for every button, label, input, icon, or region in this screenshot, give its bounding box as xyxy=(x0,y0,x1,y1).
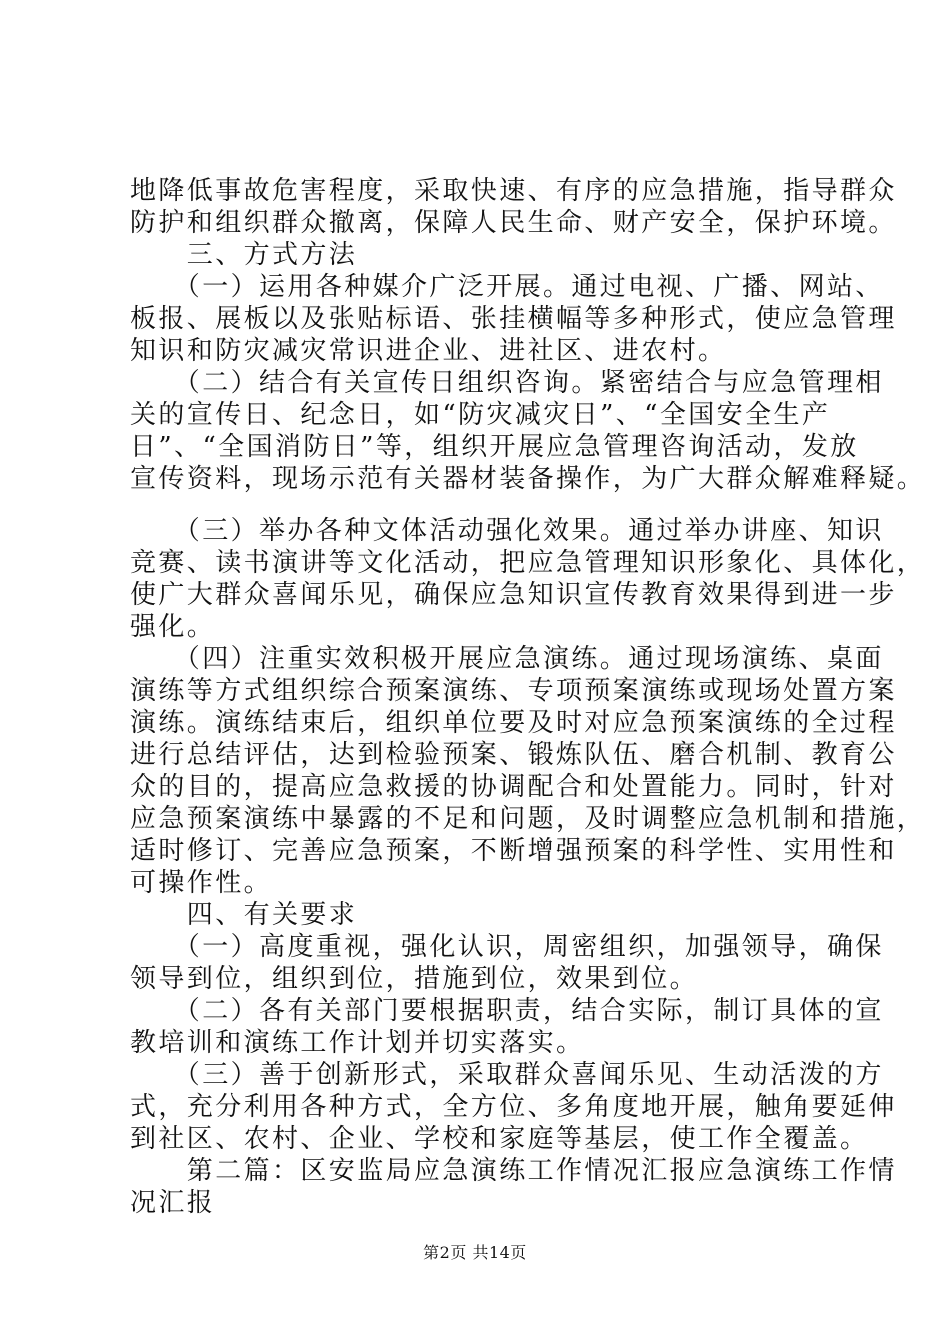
text-line: 可操作性。 xyxy=(130,868,273,898)
text-line: 关的宣传日、纪念日，如“防灾减灾日”、“全国安全生产 xyxy=(130,400,831,430)
text-line: 宣传资料，现场示范有关器材装备操作，为广大群众解难释疑。 xyxy=(130,464,926,494)
text-line: 教培训和演练工作计划并切实落实。 xyxy=(130,1028,585,1058)
text-line: 地降低事故危害程度，采取快速、有序的应急措施，指导群众 xyxy=(130,176,897,206)
text-line: 第二篇：区安监局应急演练工作情况汇报应急演练工作情 xyxy=(130,1156,897,1186)
text-line: （三）善于创新形式，采取群众喜闻乐见、生动活泼的方 xyxy=(130,1060,884,1090)
text-line: 到社区、农村、企业、学校和家庭等基层，使工作全覆盖。 xyxy=(130,1124,869,1154)
text-line: 应急预案演练中暴露的不足和问题，及时调整应急机制和措施， xyxy=(130,804,926,834)
text-line: （一）运用各种媒介广泛开展。通过电视、广播、网站、 xyxy=(130,272,884,302)
text-line: 使广大群众喜闻乐见，确保应急知识宣传教育效果得到进一步 xyxy=(130,580,897,610)
text-line: 进行总结评估，达到检验预案、锻炼队伍、磨合机制、教育公 xyxy=(130,740,897,770)
text-line: （四）注重实效积极开展应急演练。通过现场演练、桌面 xyxy=(130,644,884,674)
text-line: 领导到位，组织到位，措施到位，效果到位。 xyxy=(130,964,699,994)
text-line: 板报、展板以及张贴标语、张挂横幅等多种形式，使应急管理 xyxy=(130,304,897,334)
text-line: 况汇报 xyxy=(130,1188,216,1218)
text-line: 日”、“全国消防日”等，组织开展应急管理咨询活动，发放 xyxy=(130,432,859,462)
text-line: 竞赛、读书演讲等文化活动，把应急管理知识形象化、具体化， xyxy=(130,548,926,578)
text-line: 演练等方式组织综合预案演练、专项预案演练或现场处置方案 xyxy=(130,676,897,706)
text-line: 演练。演练结束后，组织单位要及时对应急预案演练的全过程 xyxy=(130,708,897,738)
text-line: 适时修订、完善应急预案，不断增强预案的科学性、实用性和 xyxy=(130,836,897,866)
text-line: （三）举办各种文体活动强化效果。通过举办讲座、知识 xyxy=(130,516,884,546)
text-line: 强化。 xyxy=(130,612,216,642)
text-line: 式，充分利用各种方式，全方位、多角度地开展，触角要延伸 xyxy=(130,1092,897,1122)
text-line: （一）高度重视，强化认识，周密组织，加强领导，确保 xyxy=(130,932,884,962)
text-line: 众的目的，提高应急救援的协调配合和处置能力。同时，针对 xyxy=(130,772,897,802)
section-heading: 三、方式方法 xyxy=(130,240,358,270)
text-line: （二）各有关部门要根据职责，结合实际，制订具体的宣 xyxy=(130,996,884,1026)
page-number-footer: 第2页 共14页 xyxy=(423,1243,527,1262)
text-line: 知识和防灾减灾常识进企业、进社区、进农村。 xyxy=(130,336,727,366)
section-heading: 四、有关要求 xyxy=(130,900,358,930)
text-line: （二）结合有关宣传日组织咨询。紧密结合与应急管理相 xyxy=(130,368,884,398)
text-line: 防护和组织群众撤离，保障人民生命、财产安全，保护环境。 xyxy=(130,208,897,238)
